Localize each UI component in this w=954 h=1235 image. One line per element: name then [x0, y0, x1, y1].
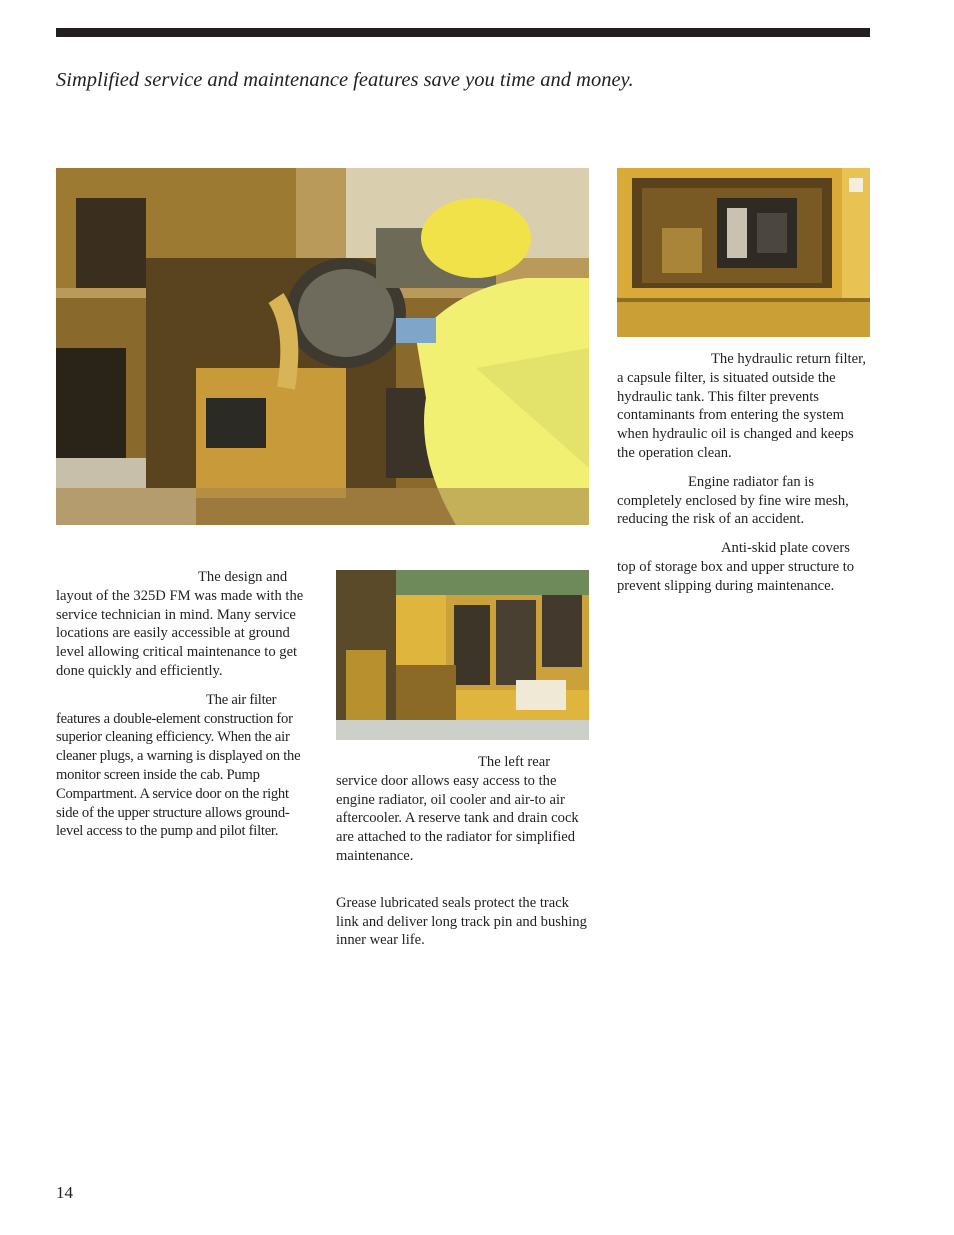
- text-column-1: [56, 568, 311, 851]
- hydraulic-return-filter-paragraph: The hydraulic return filter, a capsule filter, is situated outside the hydraulic tank. This filter prevents contaminants from entering the system when hydraulic oil is changed and keeps the operation clean.: [617, 351, 867, 461]
- hydraulic-compartment-photo: [617, 168, 870, 337]
- service-door-paragraph: The left rear service door allows easy access to the engine radiator, oil cooler and air-to air aftercooler. A reserve tank and drain cock are attached to the radiator for simplified maintenance.: [336, 754, 579, 864]
- air-filter-paragraph: The air filter features a double-element construction for superior cleaning efficiency. When the air cleaner plugs, a warning is displayed on the monitor screen inside the cab. Pump Compartment. A service door on the right side of the upper structure allows ground-level access to the pump and pilot filter.: [56, 691, 301, 840]
- text-column-3: [617, 350, 870, 606]
- engine-compartment-photo: [56, 168, 589, 525]
- anti-skid-paragraph: Anti-skid plate covers top of storage box and upper structure to prevent slipping during maintenance.: [617, 540, 855, 594]
- text-column-2: [336, 753, 590, 960]
- radiator-fan-paragraph: Engine radiator fan is completely enclosed by fine wire mesh, reducing the risk of an accident.: [617, 473, 849, 528]
- design-layout-paragraph: The design and layout of the 325D FM was made with the service technician in mind. Many service locations are easily accessible at ground level allowing critical maintenance to get done quickly and efficiently.: [56, 569, 304, 679]
- grease-seals-paragraph: Grease lubricated seals protect the track link and deliver long track pin and bushing inner wear life.: [336, 894, 587, 949]
- header-rule: [56, 28, 870, 37]
- page-headline: Simplified service and maintenance features save you time and money.: [56, 69, 634, 91]
- left-rear-service-door-photo: [336, 570, 589, 740]
- page-number: 14: [56, 1183, 73, 1202]
